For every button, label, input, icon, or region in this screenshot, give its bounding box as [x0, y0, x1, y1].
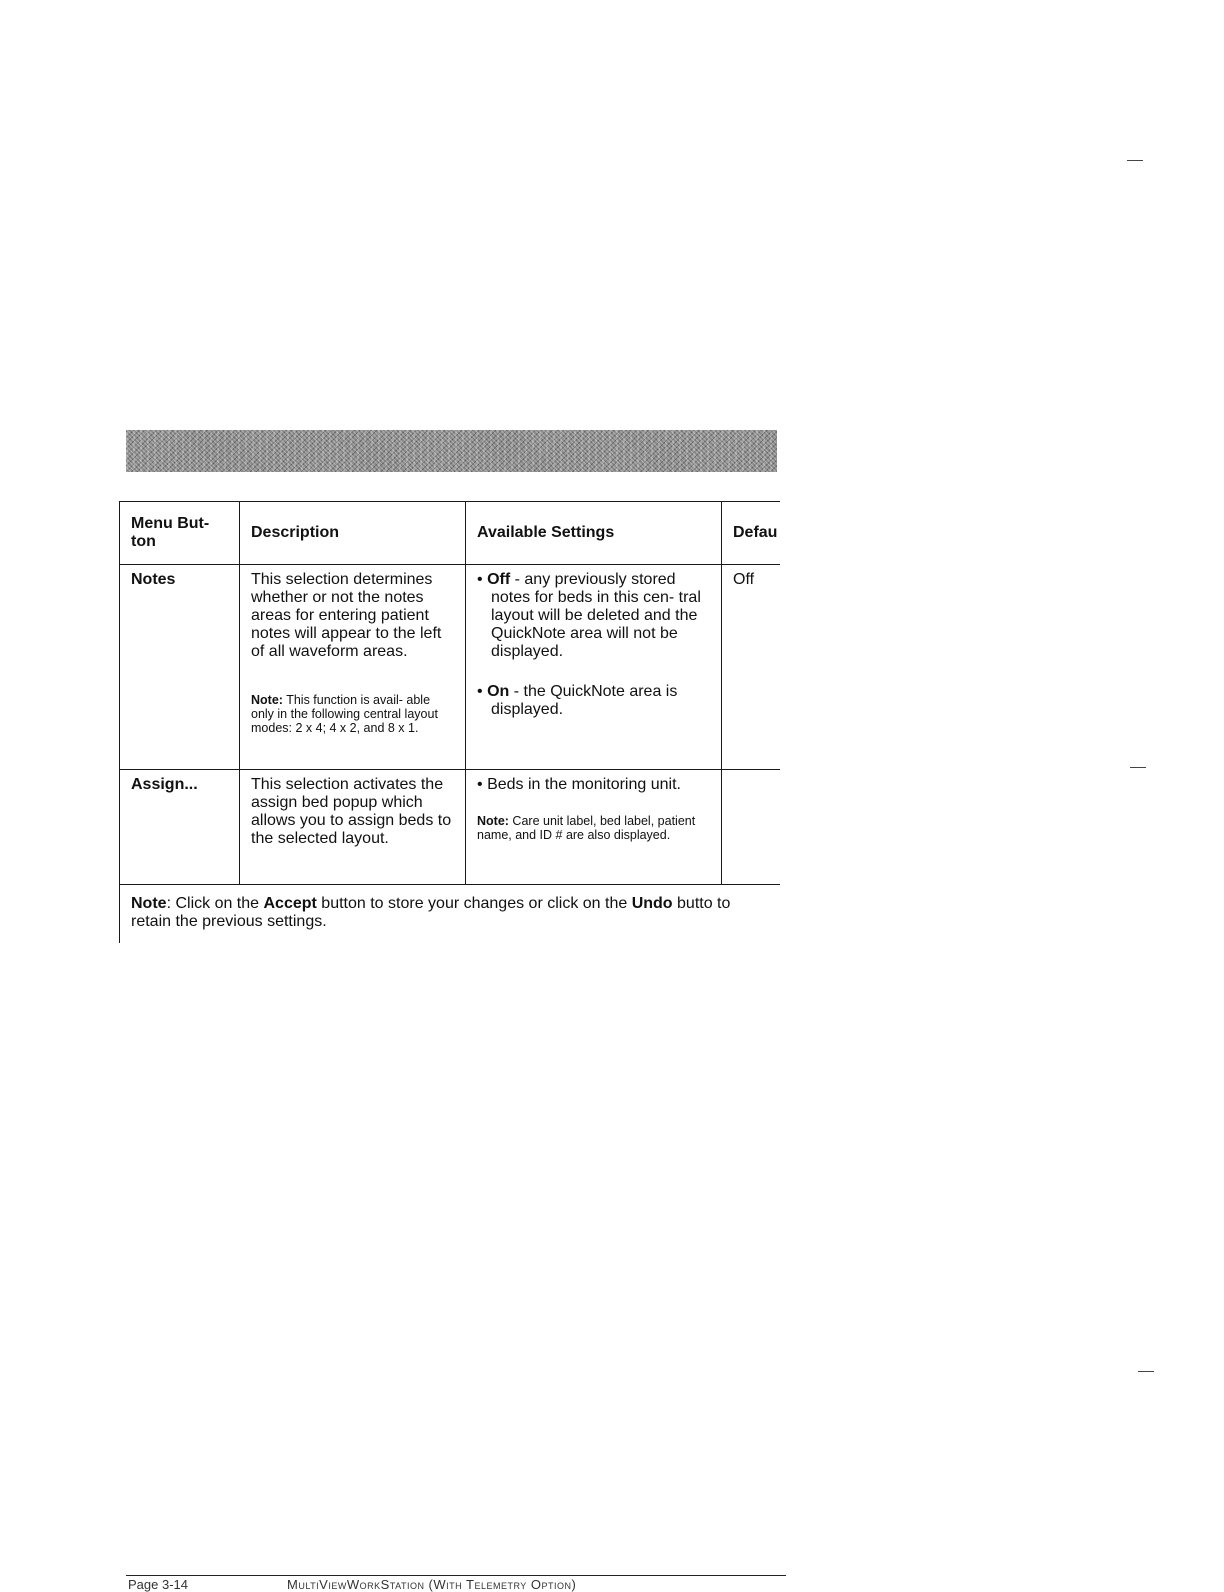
footer-note-label: Note: [131, 895, 167, 912]
page-number: Page 3-14: [128, 1577, 188, 1592]
footer-note-text: : Click on the: [166, 895, 264, 912]
menu-button-cell: [120, 565, 240, 770]
setting-item: [477, 776, 711, 794]
bullet-glyph: •: [477, 571, 483, 588]
setting-text: - any previously stored notes for beds in this cen- tral layout will be deleted and the QuickNote area will not be displayed.: [491, 571, 701, 660]
note-text: This function is avail- able only in the following central layout modes: 2 x 4; 4 x 2, and 8 x 1.: [251, 693, 438, 735]
setting-item: [477, 683, 711, 719]
table-header-row: [120, 502, 781, 565]
table-row: [120, 565, 781, 770]
shaded-section-banner: [126, 430, 777, 472]
margin-mark: [1138, 1371, 1154, 1372]
header-menu-button: [120, 502, 240, 565]
table-row: [120, 770, 781, 885]
note-label: Note:: [477, 814, 509, 828]
note-text: Care unit label, bed label, patient name, and ID # are also displayed.: [477, 814, 696, 842]
note-label: Note:: [251, 693, 283, 707]
description-note: [251, 693, 455, 735]
page-footer-rule: [126, 1575, 786, 1576]
footer-note-text: button to store your changes or click on the: [316, 895, 632, 912]
menu-button-name: Notes: [131, 571, 176, 588]
header-default: [722, 502, 781, 565]
settings-table: [119, 501, 780, 943]
header-available-settings: [466, 502, 722, 565]
footer-note-cell: [120, 885, 781, 944]
settings-note: [477, 814, 711, 842]
settings-cell: [466, 565, 722, 770]
header-available-settings-text: Available Settings: [477, 524, 615, 541]
setting-text: Beds in the monitoring unit.: [487, 776, 681, 793]
setting-label: Off: [487, 571, 511, 588]
setting-item: [477, 571, 711, 661]
setting-label: On: [487, 683, 510, 700]
menu-button-name: Assign...: [131, 776, 198, 793]
menu-button-cell: [120, 770, 240, 885]
accept-button-reference: Accept: [263, 895, 317, 912]
header-default-text: Defau: [733, 524, 778, 541]
header-description: [240, 502, 466, 565]
bullet-glyph: •: [477, 776, 483, 793]
description-text: This selection determines whether or not the notes areas for entering patient notes will appear to the left of all waveform areas.: [251, 571, 442, 660]
description-cell: [240, 565, 466, 770]
setting-text: - the QuickNote area is displayed.: [491, 683, 678, 718]
undo-button-reference: Undo: [631, 895, 673, 912]
default-cell: [722, 565, 781, 770]
header-menu-button-text: Menu But- ton: [131, 515, 210, 550]
settings-table-container: [119, 501, 780, 943]
description-text: This selection activates the assign bed popup which allows you to assign beds to the selected layout.: [251, 776, 452, 847]
page-footer-title: MultiViewWorkStation (With Telemetry Option): [287, 1577, 577, 1592]
default-cell: [722, 770, 781, 885]
description-cell: [240, 770, 466, 885]
footer-note-text: butto to retain the previous settings.: [131, 895, 731, 930]
table-footer-note-row: [120, 885, 781, 944]
footer-note: [131, 895, 767, 931]
header-description-text: Description: [251, 524, 340, 541]
bullet-glyph: •: [477, 683, 483, 700]
settings-cell: [466, 770, 722, 885]
margin-mark: [1130, 767, 1146, 768]
default-value: Off: [733, 571, 755, 588]
margin-mark: [1127, 160, 1143, 161]
